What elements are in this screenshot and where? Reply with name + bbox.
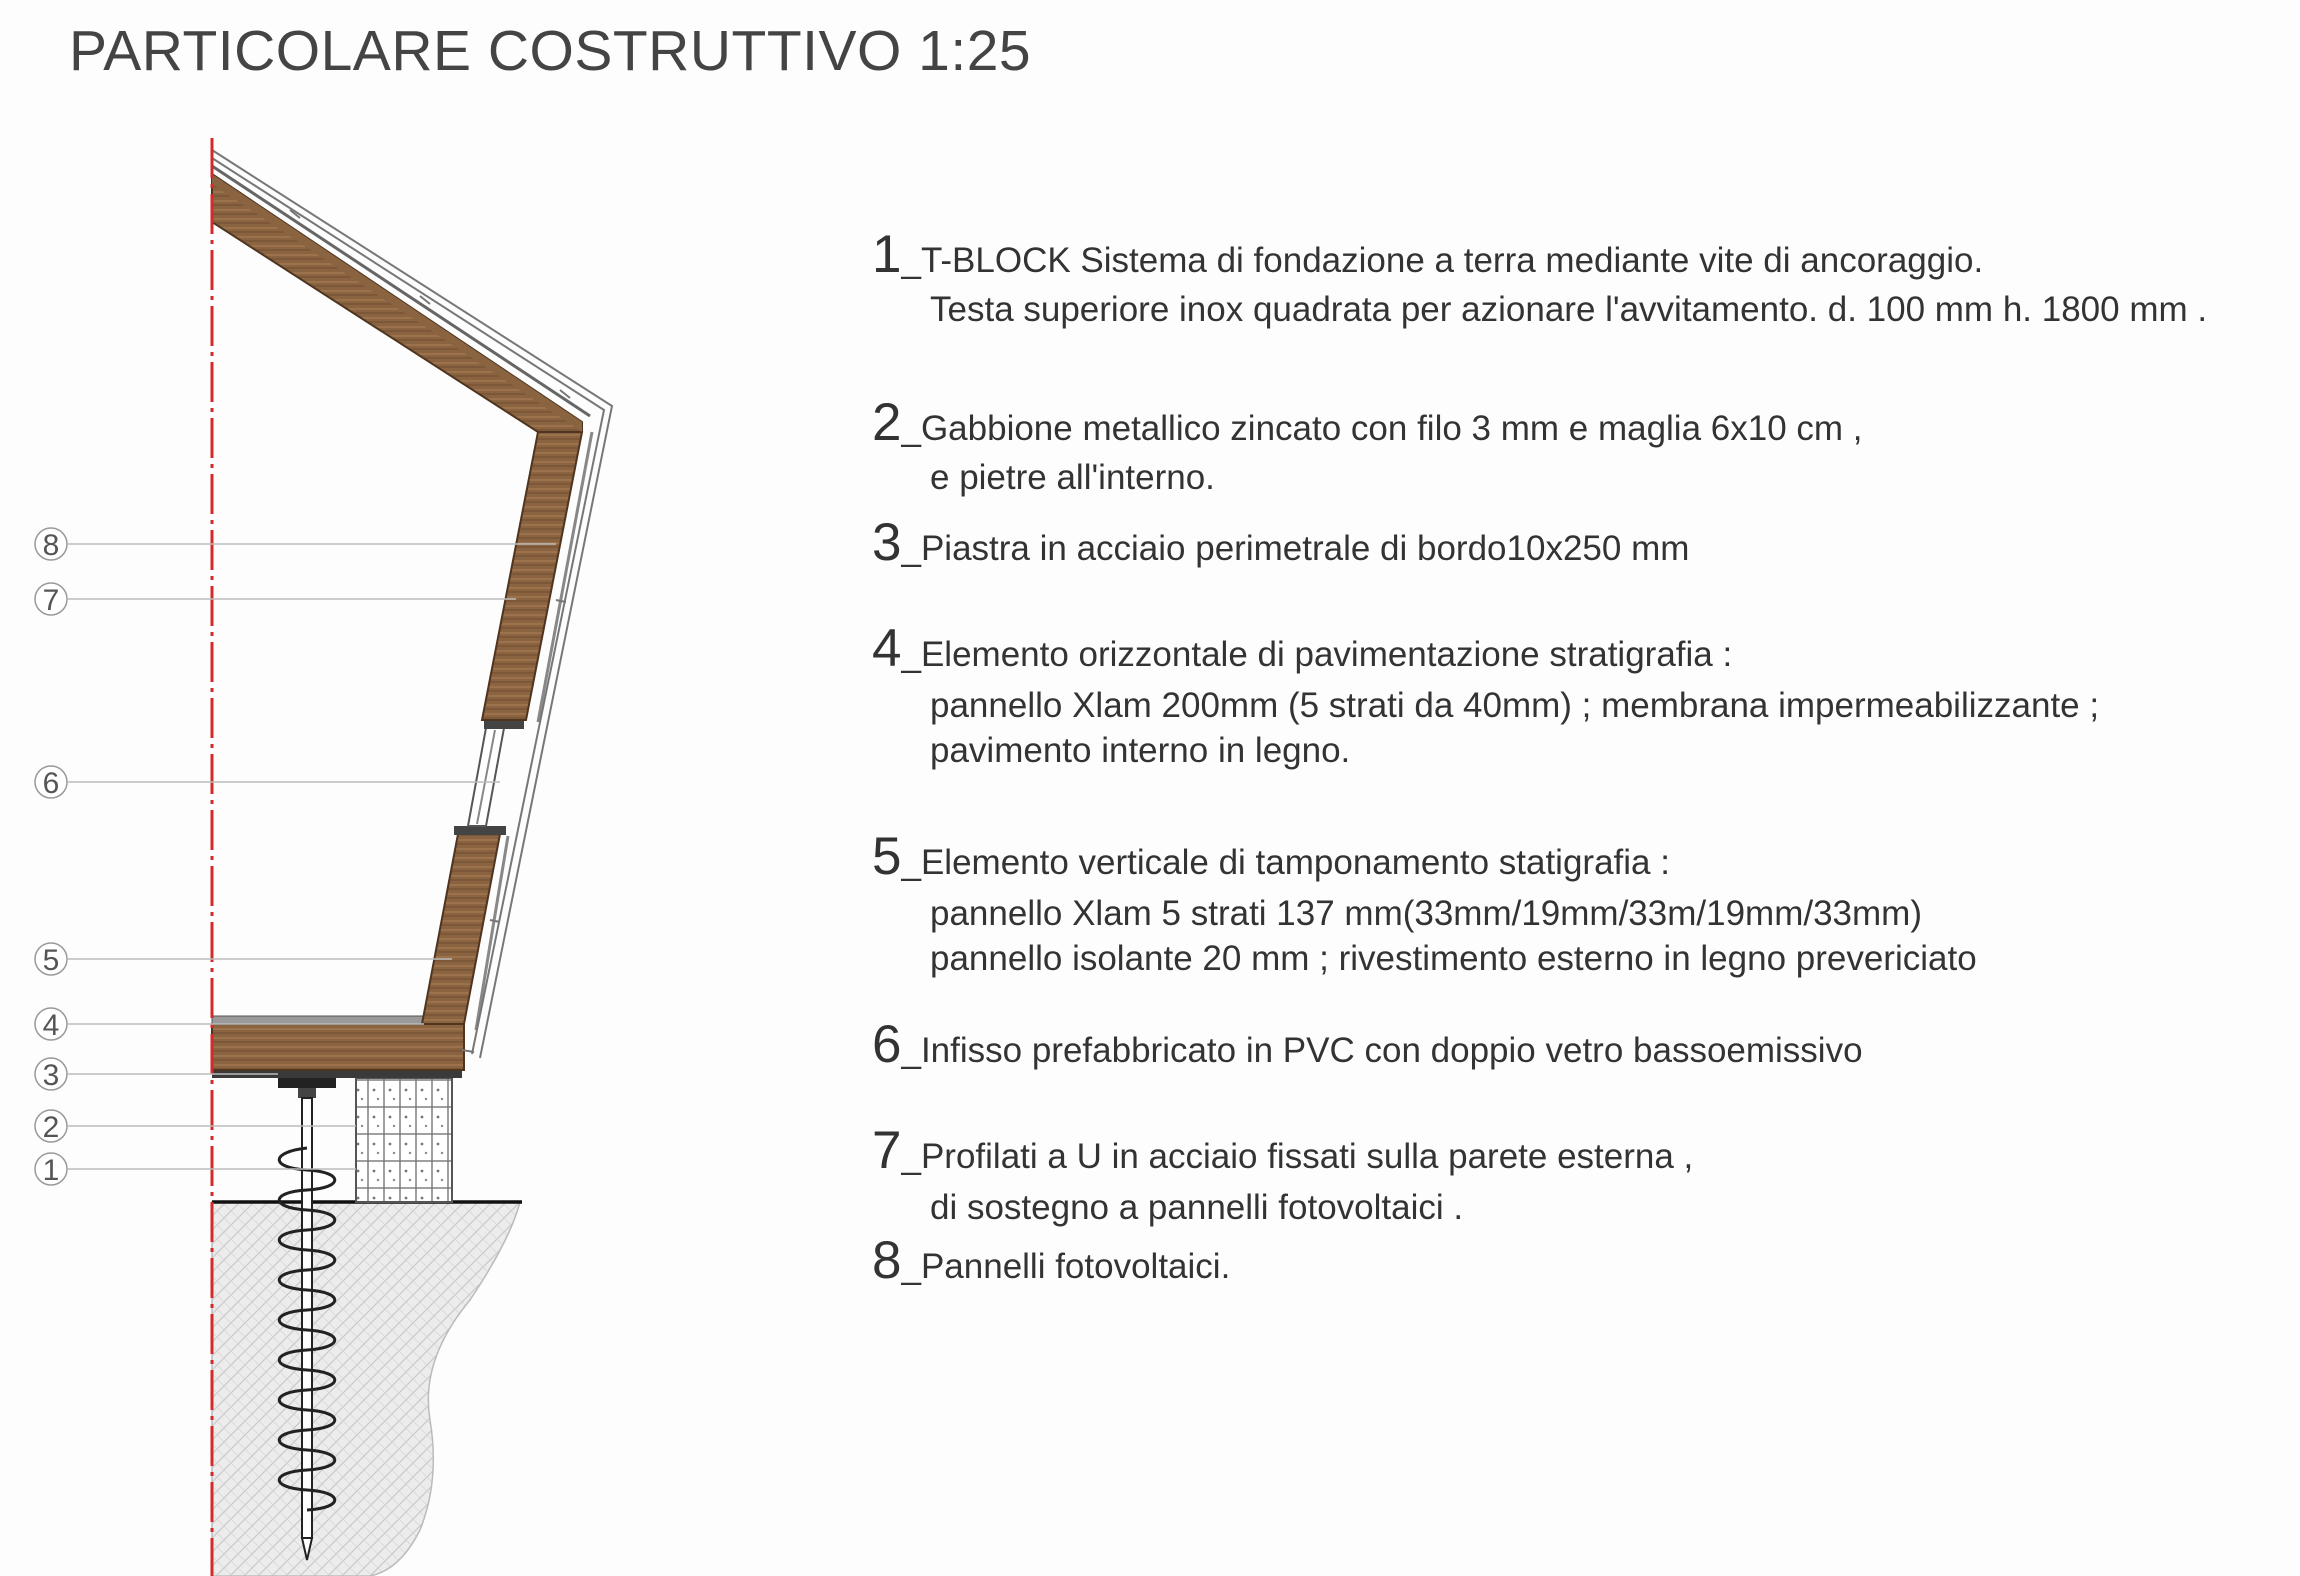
callout-3 (35, 1058, 67, 1092)
legend-text: _Infisso prefabbricato in PVC con doppio vetro bassoemissivo (901, 1031, 1863, 1070)
svg-text:1: 1 (42, 1154, 60, 1187)
legend-number: 7 (872, 1121, 902, 1180)
legend-number: 4 (872, 619, 902, 678)
callout-5 (35, 943, 67, 977)
svg-text:3: 3 (42, 1059, 60, 1092)
legend-number: 1 (872, 225, 902, 284)
callout-7 (35, 583, 67, 617)
callout-8 (35, 528, 67, 562)
callout-1 (35, 1153, 67, 1187)
callout-6 (35, 766, 67, 800)
legend-text: _Gabbione metallico zincato con filo 3 mm e maglia 6x10 cm , (901, 409, 1863, 448)
legend-item-7 (872, 1120, 1693, 1181)
legend-text: _T-BLOCK Sistema di fondazione a terra mediante vite di ancoraggio. (901, 241, 1984, 280)
window-frame (454, 720, 524, 835)
legend-number: 2 (872, 393, 902, 452)
wall-upper (482, 432, 592, 722)
legend-item-5 (872, 826, 1670, 887)
photovoltaic-panels (212, 150, 612, 1058)
gabion-cage (356, 1078, 452, 1202)
legend-number: 3 (872, 513, 902, 572)
page-title: PARTICOLARE COSTRUTTIVO 1:25 (69, 19, 1032, 83)
legend-text-continued: di sostegno a pannelli fotovoltaici . (930, 1188, 1464, 1227)
wall-lower (422, 834, 508, 1030)
legend-text: _Pannelli fotovoltaici. (901, 1247, 1231, 1286)
legend-item-3 (872, 512, 1689, 573)
svg-text:7: 7 (42, 584, 60, 617)
legend-text: _Elemento verticale di tamponamento statigrafia : (901, 843, 1670, 882)
legend-text: _Profilati a U in acciaio fissati sulla parete esterna , (901, 1137, 1694, 1176)
legend-text-continued: pannello isolante 20 mm ; rivestimento esterno in legno prevericiato (930, 939, 1977, 978)
svg-text:6: 6 (42, 767, 60, 800)
legend-number: 6 (872, 1015, 902, 1074)
svg-text:4: 4 (42, 1009, 60, 1042)
callout-2 (35, 1110, 67, 1144)
svg-text:2: 2 (42, 1111, 60, 1144)
svg-text:8: 8 (42, 529, 60, 562)
ground (212, 1202, 522, 1576)
legend-text-continued: pannello Xlam 200mm (5 strati da 40mm) ; membrana impermeabilizzante ; (930, 686, 2100, 725)
legend-text-continued: pannello Xlam 5 strati 137 mm(33mm/19mm/33m/19mm/33mm) (930, 894, 1922, 933)
roof (212, 166, 590, 432)
callout-4 (35, 1008, 67, 1042)
legend-item-6 (872, 1014, 1863, 1075)
legend-item-8 (872, 1230, 1230, 1291)
legend-item-4 (872, 618, 1732, 679)
svg-text:5: 5 (42, 944, 60, 977)
legend-number: 8 (872, 1231, 902, 1290)
legend-text-continued: Testa superiore inox quadrata per azionare l'avvitamento. d. 100 mm h. 1800 mm . (930, 290, 2208, 329)
legend-text: _Piastra in acciaio perimetrale di bordo10x250 mm (901, 529, 1690, 568)
legend-item-1 (872, 224, 1983, 285)
legend-text: _Elemento orizzontale di pavimentazione stratigrafia : (901, 635, 1733, 674)
legend-number: 5 (872, 827, 902, 886)
legend-item-2 (872, 392, 1863, 453)
legend-text-continued: pavimento interno in legno. (930, 731, 1351, 770)
legend-text-continued: e pietre all'interno. (930, 458, 1215, 497)
